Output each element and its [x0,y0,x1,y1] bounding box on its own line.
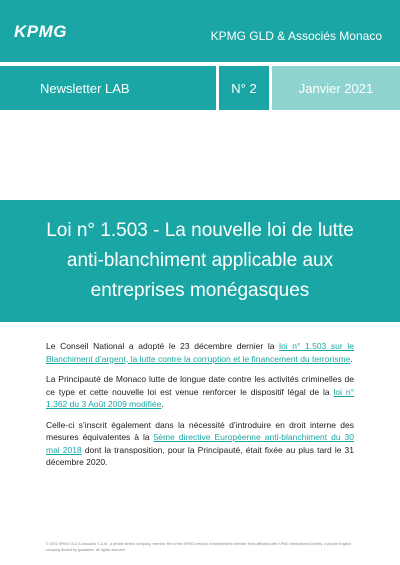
article-title: Loi n° 1.503 - La nouvelle loi de lutte anti-blanchiment applicable aux entreprises monégasques [46,220,354,301]
article-body [46,340,354,477]
title-band [0,200,400,322]
law-1503-link[interactable]: loi n° 1.503 sur le Blanchiment d’argent, la lutte contre la corruption et le financement du terrorisme [46,341,354,364]
law-1362-link[interactable]: loi n° 1.362 du 3 Août 2009 modifiée [46,386,354,409]
footer-legal-text: © 2021 KPMG GLD & Associés S.A.M., a private limited company, member firm of the KPMG network of independent member firms affiliated with KPMG International Limited, a private English company limited by guarantee. All rights reserved. [46,542,351,552]
kpmg-logo: KPMG [14,22,67,41]
paragraph-2-end: . [161,399,164,409]
paragraph-1-end: . [350,353,353,364]
firm-name: KPMG GLD & Associés Monaco [210,29,382,43]
issue-date: Janvier 2021 [272,66,400,110]
paragraph-3-end: dont la transposition, pour la Principauté, était fixée au plus tard le 31 décembre 2020. [46,444,355,467]
header-band [0,0,400,62]
newsletter-label: Newsletter LAB [0,66,216,110]
directive-link[interactable]: 5ème directive Européenne anti-blanchiment du 30 mai 2018 [46,432,354,455]
paragraph-1-text: Le Conseil National a adopté le 23 décembre dernier la [46,341,280,351]
issue-number: N° 2 [219,66,269,110]
paragraph-1 [46,340,354,365]
paragraph-3-text: Celle-ci s’inscrit également dans la nécessité d’introduire en droit interne des mesures équivalentes à la [46,419,354,442]
paragraph-2 [46,373,354,411]
paragraph-2-text: La Principauté de Monaco lutte de longue date contre les activités criminelles de ce type et cette nouvelle loi est venue renforcer le dispositif légal de la [46,374,354,397]
newsletter-info-bar [0,66,400,110]
paragraph-3 [46,419,354,469]
